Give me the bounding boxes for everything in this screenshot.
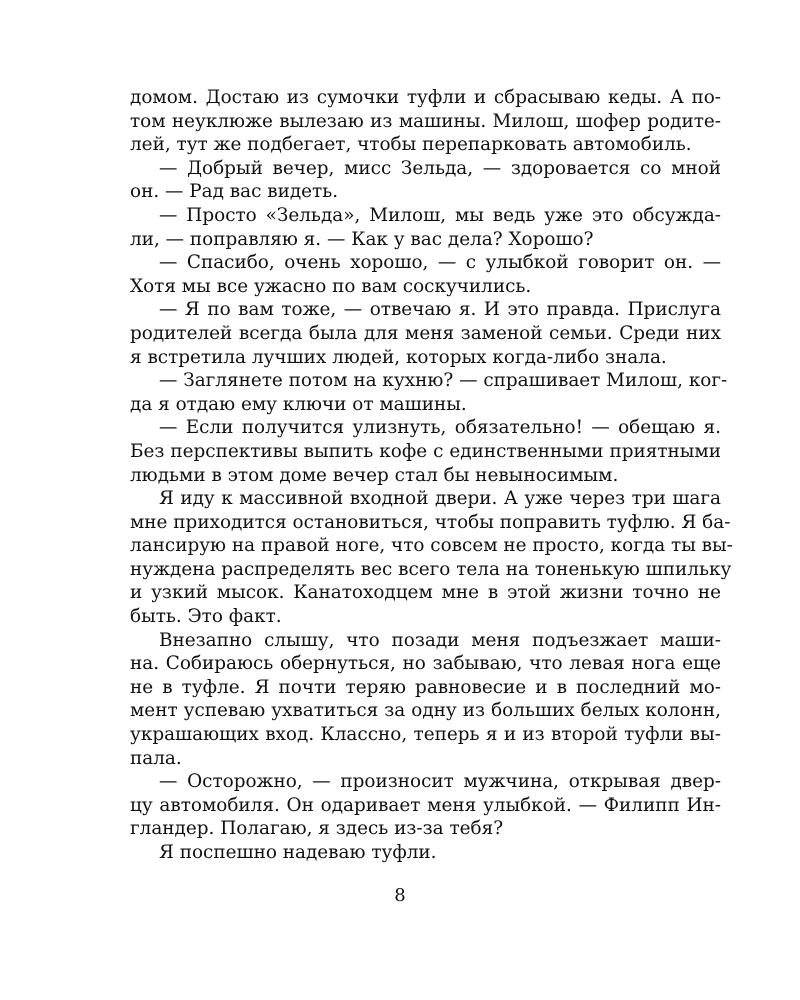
text-line: Без перспективы выпить кофе с единственными приятными [130, 440, 721, 462]
text-line: — Если получится улизнуть, обязательно! — обещаю я. [159, 417, 721, 439]
text-line: — Я по вам тоже, — отвечаю я. И это правда. Прислуга [159, 299, 721, 321]
text-line: гландер. Полагаю, я здесь из-за тебя? [130, 818, 504, 840]
text-line: да я отдаю ему ключи от машины. [130, 393, 467, 415]
text-line: и узкий мысок. Канатоходцем мне в этой жизни точно не [130, 582, 721, 604]
text-line: ли, — поправляю я. — Как у вас дела? Хорошо? [130, 228, 594, 250]
text-line: — Осторожно, — произносит мужчина, открывая двер- [159, 771, 721, 793]
text-line: мент успеваю ухватиться за одну из больших белых колонн, [130, 700, 721, 722]
text-line: на. Собираюсь обернуться, но забываю, что левая нога еще [130, 653, 721, 675]
text-line: Я поспешно надеваю туфли. [159, 842, 437, 863]
text-line: лансирую на правой ноге, что совсем не просто, когда ты вы- [130, 535, 733, 557]
text-line: — Просто «Зельда», Милош, мы ведь уже это обсужда- [159, 204, 721, 226]
text-line: не в туфле. Я почти теряю равновесие и в последний мо- [130, 676, 721, 698]
text-line: том неуклюже вылезаю из машины. Милош, шофер родите- [130, 110, 721, 132]
text-line: Я иду к массивной входной двери. А уже через три шага [159, 488, 721, 510]
text-line: людьми в этом доме вечер стал бы невыносимым. [130, 464, 619, 486]
text-line: пала. [130, 747, 182, 769]
text-line: нуждена распределять вес всего тела на тоненькую шпильку [130, 558, 732, 580]
text-line: Внезапно слышу, что позади меня подъезжает маши- [159, 629, 721, 651]
text-line: родителей всегда была для меня заменой семьи. Среди них [130, 322, 721, 344]
text-line: Хотя мы все ужасно по вам соскучились. [130, 275, 532, 297]
text-line: лей, тут же подбегает, чтобы перепарковать автомобиль. [130, 134, 692, 156]
text-line: — Заглянете потом на кухню? — спрашивает Милош, ког- [159, 370, 728, 392]
text-line: украшающих вход. Классно, теперь я и из второй туфли вы- [130, 724, 721, 746]
text-line: он. — Рад вас видеть. [130, 181, 339, 203]
page-number: 8 [394, 885, 406, 906]
text-line: — Спасибо, очень хорошо, — с улыбкой говорит он. — [159, 252, 721, 274]
text-line: — Добрый вечер, мисс Зельда, — здоровается со мной [159, 157, 721, 179]
book-page-text [130, 86, 733, 865]
text-line: я встретила лучших людей, которых когда-либо знала. [130, 346, 667, 368]
text-line: цу автомобиля. Он одаривает меня улыбкой. — Филипп Ин- [130, 794, 721, 816]
text-line: мне приходится остановиться, чтобы поправить туфлю. Я ба- [130, 511, 731, 533]
text-line: быть. Это факт. [130, 606, 282, 628]
text-line: домом. Достаю из сумочки туфли и сбрасываю кеды. А по- [130, 87, 721, 108]
